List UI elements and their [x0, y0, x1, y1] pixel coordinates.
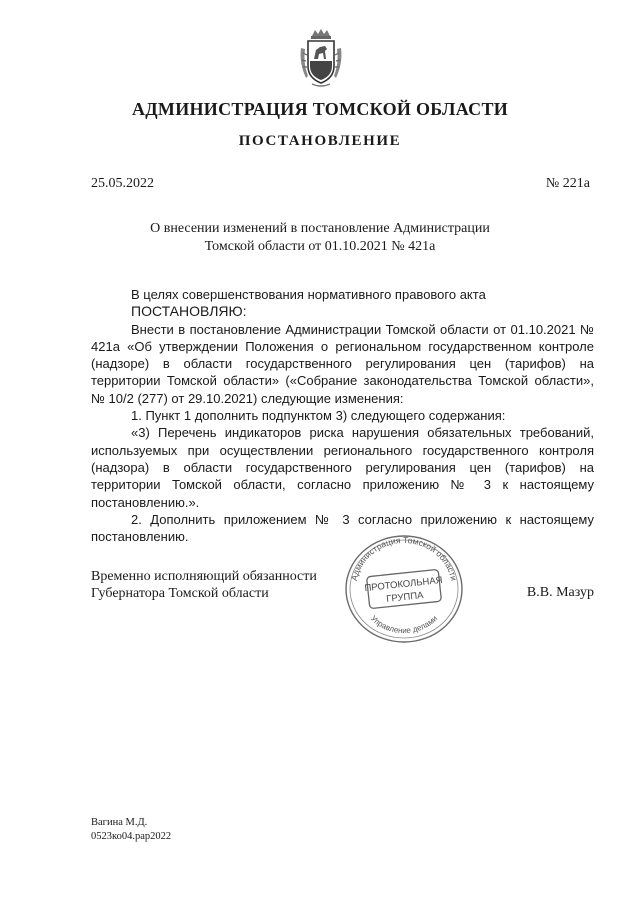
- signatory-position-line-1: Временно исполняющий обязанности: [91, 569, 317, 584]
- body-item-2: 2. Дополнить приложением № 3 согласно приложению к настоящему постановлению.: [91, 511, 594, 545]
- organization-title: АДМИНИСТРАЦИЯ ТОМСКОЙ ОБЛАСТИ: [131, 99, 509, 119]
- svg-text:Управление делами: [369, 614, 439, 635]
- signatory-position-line-2: Губернатора Томской области: [91, 586, 269, 601]
- stamp-inner-line-2: ГРУППА: [385, 590, 425, 605]
- body-item-1-text: «3) Перечень индикаторов риска нарушения обязательных требований, используемых при осуществлении регионального государственного контроля (надзора) в области государственного регулирования цен (тарифов) на территории Томской области, согласно приложению № 3 к настоящему постановлению.».: [91, 425, 594, 510]
- official-stamp: [340, 533, 468, 645]
- signatory-position: [91, 568, 317, 602]
- document-body: [91, 286, 594, 545]
- subject-line-2: Томской области от 01.10.2021 № 421а: [204, 239, 436, 254]
- body-paragraph-amend: Внести в постановление Администрации Томской области от 01.10.2021 № 421а «Об утверждении Положения о региональном государственном контроле (надзоре) в области государственного регулирования цен (тарифов) на территории Томской области» («Собрание законодательства Томской области», № 10/2 (277) от 29.10.2021) следующие изменения:: [91, 321, 594, 406]
- document-footer: [91, 816, 171, 844]
- coat-of-arms-icon: [298, 28, 344, 88]
- body-item-1: 1. Пункт 1 дополнить подпунктом 3) следующего содержания:: [131, 408, 506, 424]
- subject-line-1: О внесении изменений в постановление Администрации: [150, 221, 490, 236]
- footer-author: Вагина М.Д.: [91, 817, 148, 828]
- footer-file: 0523ко04.рар2022: [91, 831, 172, 842]
- signatory-name: В.В. Мазур: [526, 585, 594, 600]
- stamp-inner-line-1: ПРОТОКОЛЬНАЯ: [363, 574, 444, 595]
- document-type: ПОСТАНОВЛЕНИЕ: [238, 133, 402, 149]
- document-number: № 221а: [545, 176, 590, 191]
- document-date: 25.05.2022: [91, 176, 154, 191]
- document-subject: [0, 220, 640, 256]
- body-resolve: ПОСТАНОВЛЯЮ:: [131, 303, 247, 320]
- body-preamble: В целях совершенствования нормативного правового акта: [131, 287, 486, 302]
- svg-text:Администрация Томской области: [349, 535, 459, 582]
- stamp-outer-text: Администрация Томской области: [348, 534, 460, 582]
- stamp-bottom-text: Управление делами: [368, 613, 440, 636]
